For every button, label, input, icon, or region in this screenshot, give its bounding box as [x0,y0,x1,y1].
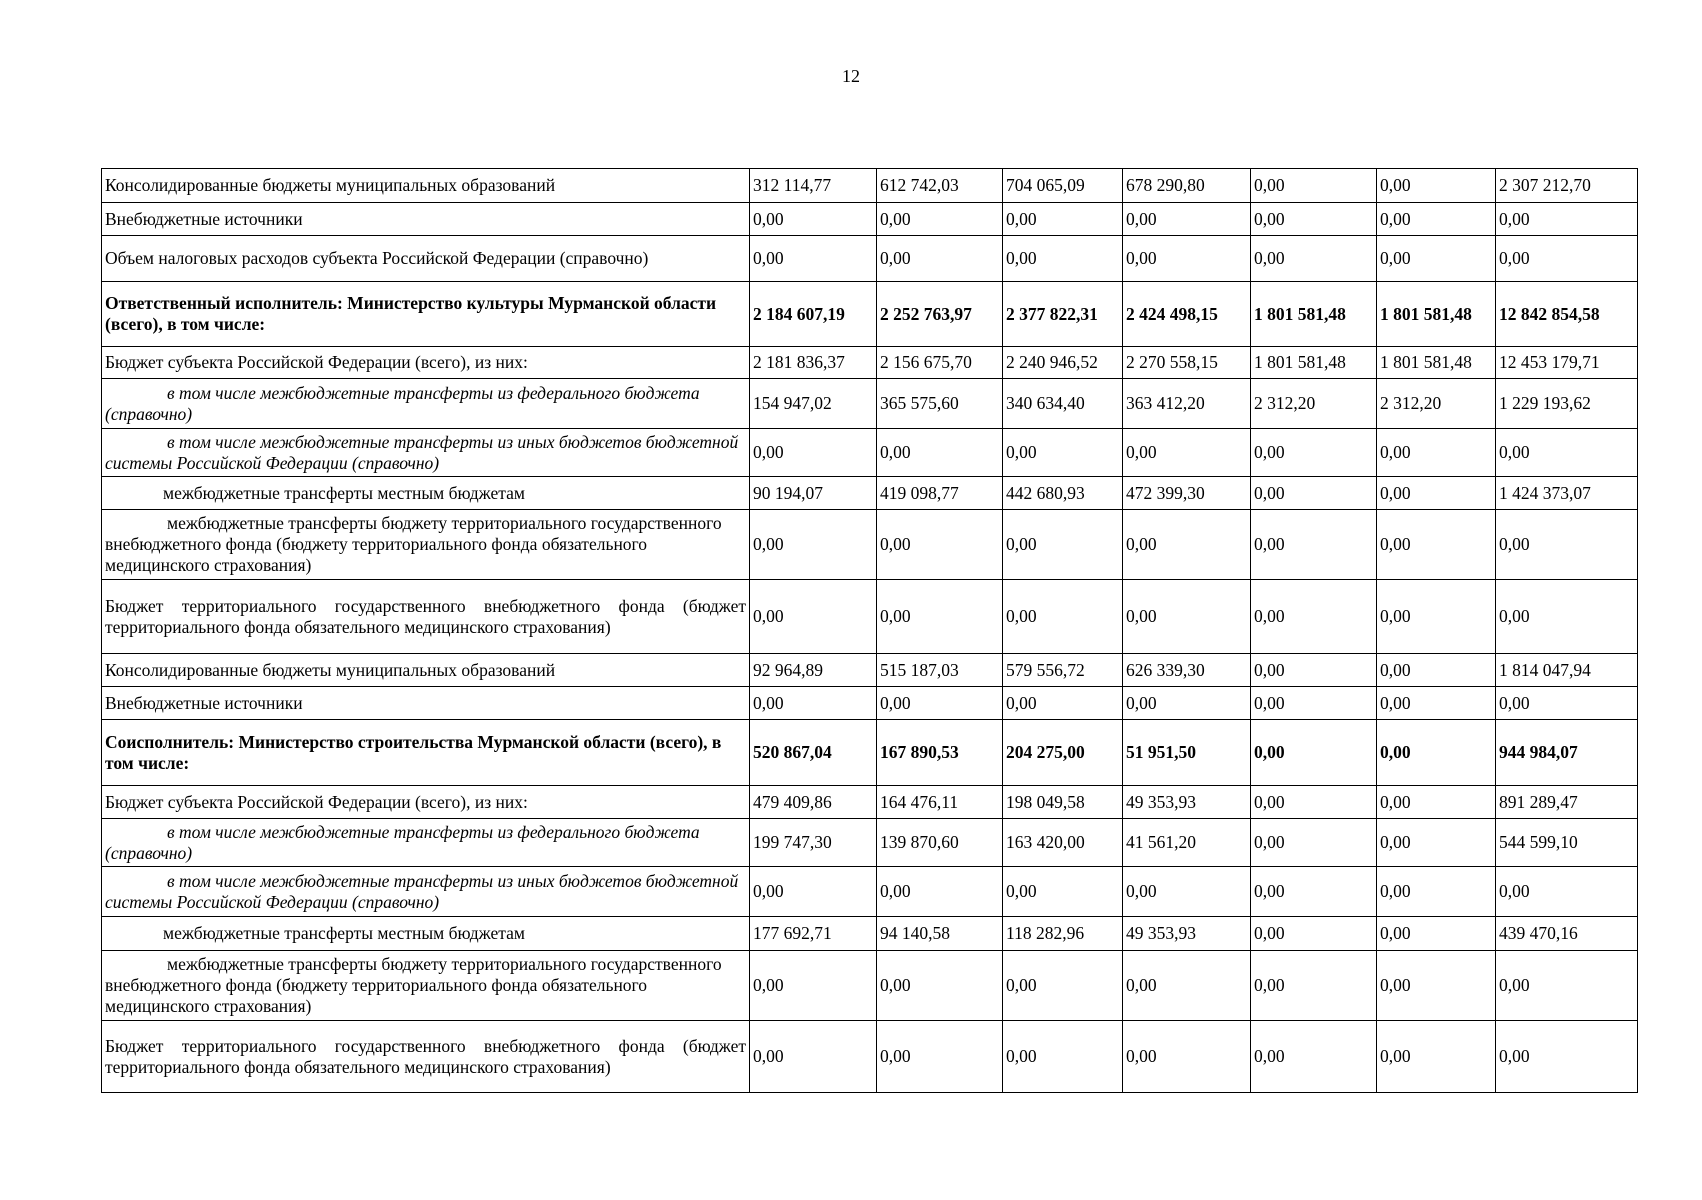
row-label: Бюджет субъекта Российской Федерации (всего), из них: [102,347,750,379]
value-cell: 118 282,96 [1003,917,1123,951]
value-cell: 49 353,93 [1123,917,1251,951]
value-cell: 579 556,72 [1003,654,1123,687]
row-label-first-line: межбюджетные трансферты бюджету территориального [167,513,587,533]
value-cell: 891 289,47 [1496,786,1638,819]
value-cell: 0,00 [1251,654,1377,687]
value-cell: 0,00 [1251,203,1377,236]
value-cell: 0,00 [877,203,1003,236]
value-cell: 1 801 581,48 [1377,347,1496,379]
row-label-first-line: в том числе межбюджетные трансферты из федерального [167,821,621,842]
value-cell: 419 098,77 [877,477,1003,510]
table-row [102,347,1638,379]
value-cell: 0,00 [877,236,1003,282]
value-cell: 363 412,20 [1123,379,1251,429]
row-label-rest: бюджетной системы Российской Федерации (справочно) [105,431,739,473]
value-cell: 0,00 [1251,510,1377,580]
value-cell: 0,00 [1496,867,1638,917]
value-cell: 0,00 [1377,917,1496,951]
row-label: Ответственный исполнитель: Министерство культуры Мурманской области (всего), в том числе: [102,282,750,347]
table-row [102,236,1638,282]
value-cell: 678 290,80 [1123,169,1251,203]
value-cell: 49 353,93 [1123,786,1251,819]
value-cell: 0,00 [1003,580,1123,654]
value-cell: 479 409,86 [750,786,877,819]
row-label-rest: государственного внебюджетного фонда (бюджету территориального фонда обязательного медицинского страхования) [105,954,722,1016]
value-cell: 0,00 [1377,580,1496,654]
value-cell: 0,00 [1496,1021,1638,1093]
value-cell: 0,00 [1377,867,1496,917]
value-cell: 340 634,40 [1003,379,1123,429]
value-cell: 0,00 [1251,786,1377,819]
value-cell: 520 867,04 [750,720,877,786]
value-cell: 0,00 [1003,429,1123,477]
table-row [102,687,1638,720]
value-cell: 1 424 373,07 [1496,477,1638,510]
row-label: Соисполнитель: Министерство строительства Мурманской области (всего), в том числе: [102,720,750,786]
row-label-first-line: в том числе межбюджетные трансферты из иных бюджетов [167,870,642,891]
value-cell: 1 801 581,48 [1251,282,1377,347]
row-label [102,819,750,867]
row-label: межбюджетные трансферты местным бюджетам [102,917,750,951]
row-label: Бюджет территориального государственного внебюджетного фонда (бюджет территориального фонда обязательного медицинского страхования) [102,1021,750,1093]
value-cell: 0,00 [1123,429,1251,477]
table-row [102,169,1638,203]
table-row [102,951,1638,1021]
row-label-first-line: в том числе межбюджетные трансферты из федерального [167,382,621,403]
table-row [102,1021,1638,1093]
value-cell: 164 476,11 [877,786,1003,819]
value-cell: 626 339,30 [1123,654,1251,687]
value-cell: 51 951,50 [1123,720,1251,786]
value-cell: 0,00 [877,429,1003,477]
value-cell: 2 307 212,70 [1496,169,1638,203]
value-cell: 0,00 [1123,1021,1251,1093]
row-label-first-line: в том числе межбюджетные трансферты из иных бюджетов [167,431,642,452]
row-label-rest: бюджета (справочно) [105,821,700,863]
value-cell: 0,00 [1377,203,1496,236]
value-cell: 0,00 [1251,1021,1377,1093]
table-row [102,786,1638,819]
value-cell: 472 399,30 [1123,477,1251,510]
value-cell: 365 575,60 [877,379,1003,429]
value-cell: 0,00 [750,510,877,580]
value-cell: 0,00 [750,236,877,282]
value-cell: 1 814 047,94 [1496,654,1638,687]
value-cell: 0,00 [750,580,877,654]
value-cell: 612 742,03 [877,169,1003,203]
value-cell: 1 229 193,62 [1496,379,1638,429]
value-cell: 0,00 [1496,429,1638,477]
value-cell: 0,00 [1123,510,1251,580]
value-cell: 0,00 [1377,819,1496,867]
value-cell: 2 270 558,15 [1123,347,1251,379]
value-cell: 0,00 [1251,580,1377,654]
value-cell: 312 114,77 [750,169,877,203]
value-cell: 0,00 [1377,1021,1496,1093]
value-cell: 2 424 498,15 [1123,282,1251,347]
value-cell: 515 187,03 [877,654,1003,687]
value-cell: 0,00 [877,951,1003,1021]
row-label [102,429,750,477]
row-label-rest: государственного внебюджетного фонда (бюджету территориального фонда обязательного медицинского страхования) [105,513,722,575]
value-cell: 0,00 [750,1021,877,1093]
row-label: Консолидированные бюджеты муниципальных образований [102,169,750,203]
table-row [102,510,1638,580]
value-cell: 0,00 [1251,720,1377,786]
value-cell: 0,00 [1003,867,1123,917]
value-cell: 0,00 [1496,510,1638,580]
value-cell: 12 842 854,58 [1496,282,1638,347]
row-label [102,379,750,429]
row-label-first-line: межбюджетные трансферты бюджету территориального [167,954,587,974]
table-row [102,720,1638,786]
value-cell: 442 680,93 [1003,477,1123,510]
value-cell: 0,00 [750,951,877,1021]
value-cell: 2 312,20 [1251,379,1377,429]
value-cell: 139 870,60 [877,819,1003,867]
value-cell: 0,00 [1377,720,1496,786]
value-cell: 944 984,07 [1496,720,1638,786]
value-cell: 0,00 [1123,951,1251,1021]
budget-table [101,168,1638,1093]
value-cell: 2 252 763,97 [877,282,1003,347]
value-cell: 0,00 [1377,236,1496,282]
value-cell: 0,00 [1377,510,1496,580]
value-cell: 0,00 [1251,236,1377,282]
value-cell: 0,00 [877,510,1003,580]
row-label-rest: бюджетной системы Российской Федерации (справочно) [105,870,739,912]
value-cell: 544 599,10 [1496,819,1638,867]
value-cell: 154 947,02 [750,379,877,429]
table-row [102,917,1638,951]
value-cell: 0,00 [1496,951,1638,1021]
value-cell: 0,00 [1003,236,1123,282]
table-row [102,867,1638,917]
value-cell: 0,00 [1496,687,1638,720]
value-cell: 0,00 [750,429,877,477]
value-cell: 0,00 [750,203,877,236]
table-row [102,477,1638,510]
value-cell: 0,00 [1251,917,1377,951]
row-label: межбюджетные трансферты местным бюджетам [102,477,750,510]
value-cell: 0,00 [1251,687,1377,720]
table-row [102,580,1638,654]
value-cell: 0,00 [1123,867,1251,917]
value-cell: 0,00 [1251,867,1377,917]
row-label [102,867,750,917]
row-label-rest: бюджета (справочно) [105,382,700,424]
value-cell: 0,00 [1123,236,1251,282]
value-cell: 0,00 [1251,477,1377,510]
value-cell: 0,00 [877,687,1003,720]
page-number: 12 [842,66,860,86]
value-cell: 0,00 [1496,236,1638,282]
row-label: Бюджет территориального государственного внебюджетного фонда (бюджет территориального фонда обязательного медицинского страхования) [102,580,750,654]
value-cell: 1 801 581,48 [1251,347,1377,379]
value-cell: 0,00 [1496,580,1638,654]
value-cell: 2 181 836,37 [750,347,877,379]
value-cell: 2 240 946,52 [1003,347,1123,379]
value-cell: 163 420,00 [1003,819,1123,867]
value-cell: 12 453 179,71 [1496,347,1638,379]
value-cell: 0,00 [1377,687,1496,720]
value-cell: 0,00 [750,867,877,917]
value-cell: 94 140,58 [877,917,1003,951]
value-cell: 204 275,00 [1003,720,1123,786]
value-cell: 0,00 [877,580,1003,654]
value-cell: 0,00 [1003,1021,1123,1093]
table-row [102,203,1638,236]
value-cell: 199 747,30 [750,819,877,867]
row-label: Внебюджетные источники [102,687,750,720]
value-cell: 0,00 [1377,429,1496,477]
table-row [102,819,1638,867]
value-cell: 0,00 [1003,687,1123,720]
row-label: Объем налоговых расходов субъекта Российской Федерации (справочно) [102,236,750,282]
value-cell: 198 049,58 [1003,786,1123,819]
value-cell: 0,00 [1123,203,1251,236]
row-label: Консолидированные бюджеты муниципальных образований [102,654,750,687]
value-cell: 0,00 [1251,429,1377,477]
value-cell: 0,00 [1003,951,1123,1021]
row-label: Бюджет субъекта Российской Федерации (всего), из них: [102,786,750,819]
value-cell: 41 561,20 [1123,819,1251,867]
value-cell: 439 470,16 [1496,917,1638,951]
value-cell: 0,00 [1251,169,1377,203]
value-cell: 0,00 [1496,203,1638,236]
table-row [102,654,1638,687]
value-cell: 0,00 [750,687,877,720]
value-cell: 0,00 [1377,951,1496,1021]
table-row [102,379,1638,429]
table-row [102,429,1638,477]
value-cell: 704 065,09 [1003,169,1123,203]
table-row [102,282,1638,347]
row-label: Внебюджетные источники [102,203,750,236]
value-cell: 0,00 [1377,169,1496,203]
value-cell: 2 377 822,31 [1003,282,1123,347]
value-cell: 0,00 [1377,477,1496,510]
value-cell: 0,00 [877,867,1003,917]
value-cell: 2 156 675,70 [877,347,1003,379]
value-cell: 0,00 [1377,786,1496,819]
value-cell: 92 964,89 [750,654,877,687]
row-label [102,951,750,1021]
value-cell: 90 194,07 [750,477,877,510]
value-cell: 2 184 607,19 [750,282,877,347]
value-cell: 0,00 [1003,510,1123,580]
value-cell: 177 692,71 [750,917,877,951]
value-cell: 0,00 [1123,580,1251,654]
value-cell: 167 890,53 [877,720,1003,786]
value-cell: 0,00 [877,1021,1003,1093]
row-label [102,510,750,580]
value-cell: 0,00 [1251,819,1377,867]
value-cell: 1 801 581,48 [1377,282,1496,347]
value-cell: 0,00 [1377,654,1496,687]
value-cell: 2 312,20 [1377,379,1496,429]
value-cell: 0,00 [1251,951,1377,1021]
value-cell: 0,00 [1123,687,1251,720]
value-cell: 0,00 [1003,203,1123,236]
